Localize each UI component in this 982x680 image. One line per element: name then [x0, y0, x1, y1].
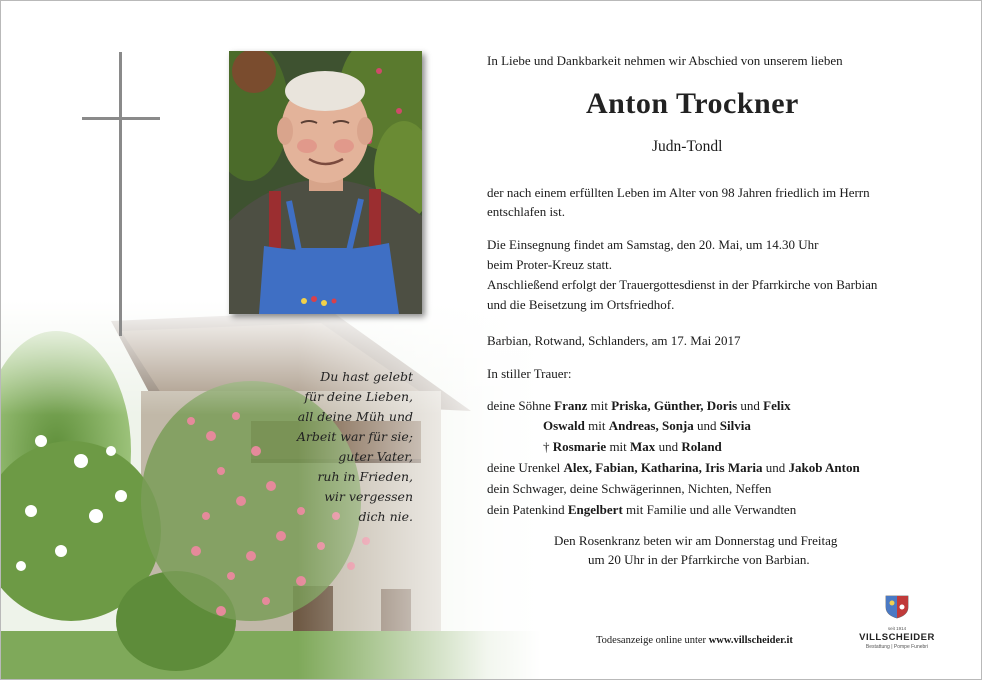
funeral-text: und die Beisetzung im Ortsfriedhof. — [487, 297, 675, 312]
mourner-name: Silvia — [719, 418, 751, 433]
poem-line: all deine Müh und — [297, 409, 413, 424]
mourner-name: Alex, Fabian, Katharina, Iris Maria — [563, 460, 763, 475]
mourners-text: mit — [587, 398, 612, 413]
mourner-name: Oswald — [543, 418, 585, 433]
mourner-name: Priska, Günther, Doris — [611, 398, 738, 413]
passing-text: der nach einem erfüllten Leben im Alter von 98 Jahren friedlich im Herrn — [487, 185, 870, 200]
mourners-line: dein Schwager, deine Schwägerinnen, Nichten, Neffen — [487, 481, 772, 496]
mourner-name: Felix — [763, 398, 791, 413]
passing-text: entschlafen ist. — [487, 204, 565, 219]
mourner-name: Andreas, Sonja — [608, 418, 694, 433]
poem-line: dich nie. — [358, 509, 413, 524]
mourner-name: Franz — [554, 398, 588, 413]
poem-line: wir vergessen — [324, 489, 413, 504]
mourners-text: und — [737, 398, 764, 413]
mourner-name: Engelbert — [567, 502, 623, 517]
mourner-name: Rosmarie — [552, 439, 607, 454]
mourners-text: deine Urenkel — [487, 460, 564, 475]
poem-line: guter Vater, — [338, 449, 413, 464]
mourner-name: Jakob Anton — [788, 460, 860, 475]
rosary-text: Den Rosenkranz beten wir am Donnerstag und Freitag — [554, 533, 838, 548]
mourners-line — [543, 437, 722, 456]
website-link[interactable]: www.villscheider.it — [708, 635, 793, 646]
funeral-text: Die Einsegnung findet am Samstag, den 20. Mai, um 14.30 Uhr — [487, 237, 819, 252]
mourners-text: und — [655, 439, 682, 454]
funeral-text: beim Proter-Kreuz statt. — [487, 257, 613, 272]
poem-line: Arbeit war für sie; — [296, 429, 413, 444]
rosary-text: um 20 Uhr in der Pfarrkirche von Barbian. — [588, 552, 810, 567]
poem-line: für deine Lieben, — [304, 389, 413, 404]
logo-subtitle: Bestattung | Pompe Funebri — [865, 644, 929, 650]
place-date: Barbian, Rotwand, Schlanders, am 17. Mai 2017 — [487, 333, 741, 348]
poem-line: Du hast gelebt — [320, 369, 413, 384]
intro-text: In Liebe und Dankbarkeit nehmen wir Abschied von unserem lieben — [487, 53, 843, 68]
poem-line: ruh in Frieden, — [317, 469, 413, 484]
online-label: Todesanzeige online unter — [596, 635, 709, 646]
deceased-nickname: Judn-Tondl — [652, 138, 723, 155]
online-notice — [596, 631, 793, 650]
mourners-line — [487, 396, 791, 415]
mourner-name: Roland — [681, 439, 722, 454]
coat-of-arms-icon — [882, 593, 912, 619]
villscheider-logo — [858, 593, 936, 650]
logo-year: seit 1914 — [887, 626, 907, 631]
mourners-text: und — [693, 418, 720, 433]
mourners-line — [543, 416, 751, 435]
mourners-text: und — [762, 460, 789, 475]
mourner-name: Max — [630, 439, 656, 454]
deceased-cross-icon: † — [543, 439, 553, 454]
mourners-text: mit Familie und alle Verwandten — [622, 502, 797, 517]
logo-name: VILLSCHEIDER — [859, 632, 935, 643]
mourning-heading: In stiller Trauer: — [487, 366, 572, 381]
funeral-text: Anschließend erfolgt der Trauergottesdienst in der Pfarrkirche von Barbian — [487, 277, 878, 292]
mourners-text: dein Patenkind — [487, 502, 568, 517]
memorial-poem — [253, 367, 413, 527]
mourners-text: deine Söhne — [487, 398, 555, 413]
mourners-text: mit — [606, 439, 631, 454]
mourners-text: mit — [584, 418, 609, 433]
mourners-line — [487, 458, 860, 477]
mourners-line — [487, 500, 796, 519]
deceased-name: Anton Trockner — [586, 87, 799, 120]
